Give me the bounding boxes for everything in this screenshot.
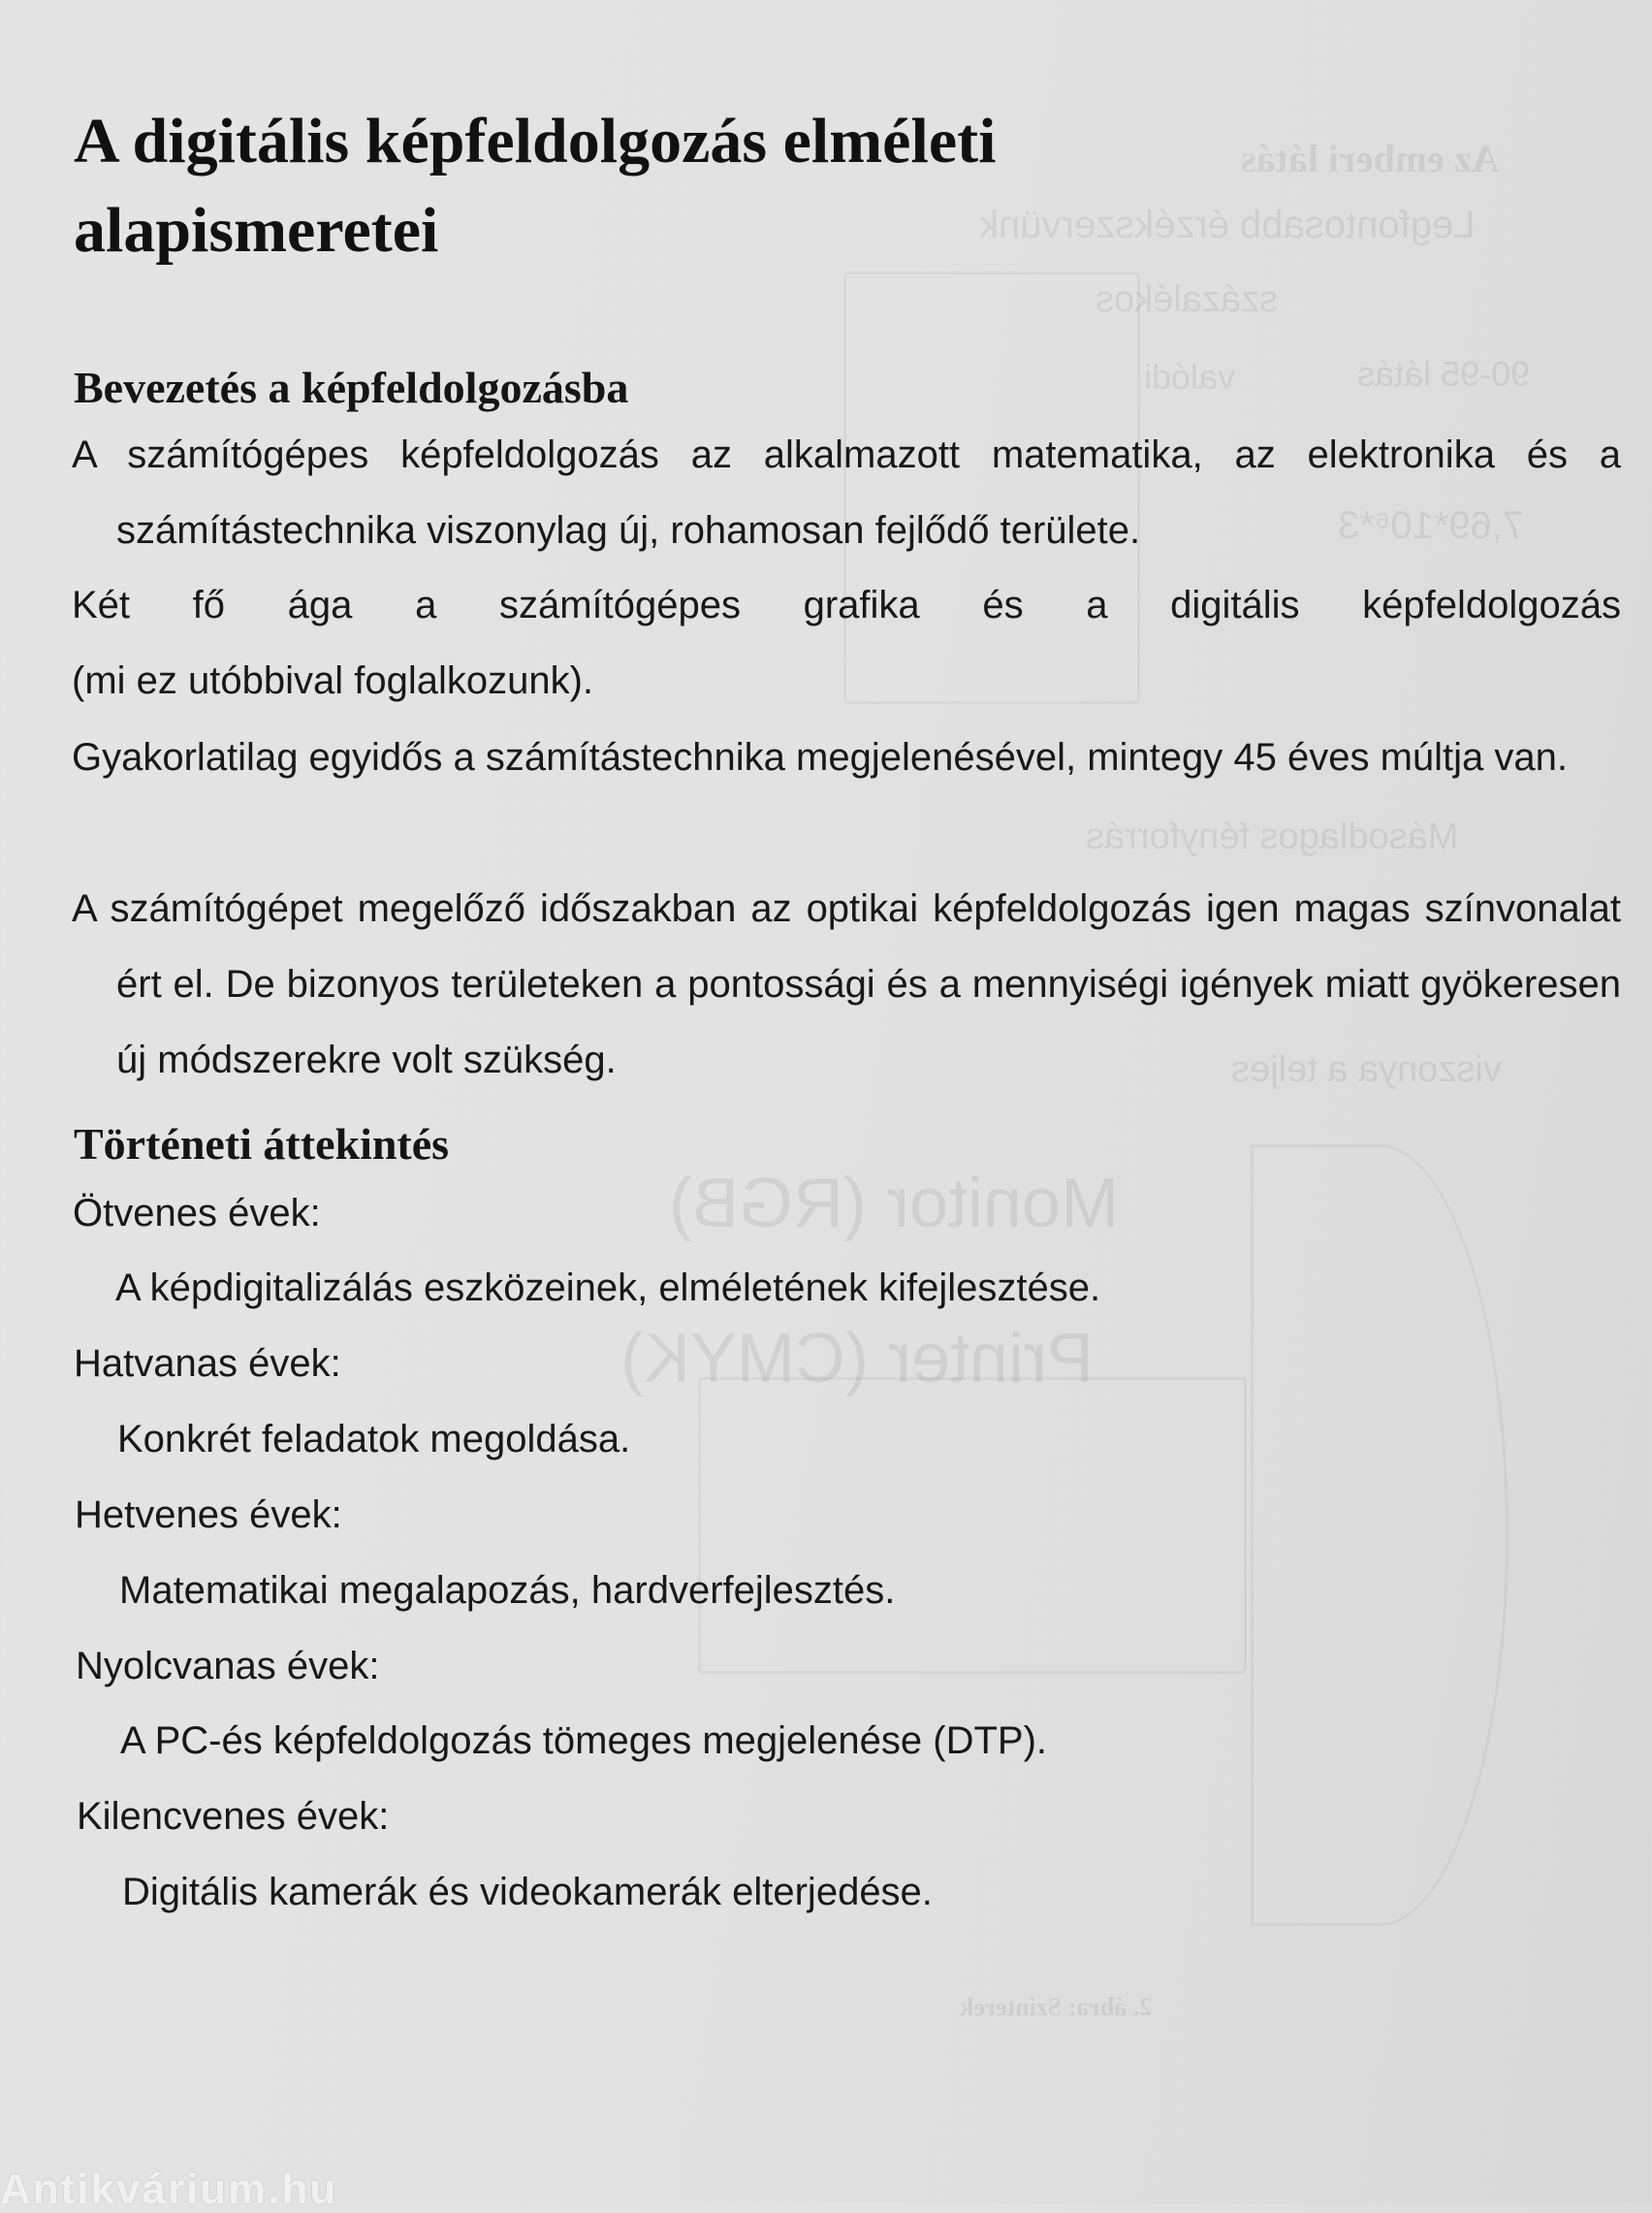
era-description: A PC-és képfeldolgozás tömeges megjelenése (DTP). [120,1719,1048,1762]
intro-paragraph-2-continuation: (mi ez utóbbival foglalkozunk). [72,659,594,702]
show-through-diagram-curve [1251,1144,1509,1926]
era-label: Nyolcvanas évek: [76,1645,380,1687]
intro-paragraph-4: A számítógépet megelőző időszakban az optikai képfeldolgozás igen magas színvonalat ért el. De bizonyos területeken a pontossági és a mennyiségi igények miatt gyökeresen új módszerekre volt szükség. [72,887,1621,1081]
show-through-heading: Az emberi látás [1241,137,1500,180]
intro-paragraph-3: Gyakorlatilag egyidős a számítástechnika megjelenésével, mintegy 45 éves múltja van. [72,736,1569,779]
intro-paragraph-2-main: Két fő ága a számítógépes grafika és a digitális képfeldolgozás [72,584,1621,626]
era-label: Kilencvenes évek: [77,1795,390,1838]
show-through-line: valódi [1144,357,1236,397]
era-label: Hatvanas évek: [74,1342,341,1385]
era-description: A képdigitalizálás eszközeinek, elméletének kifejlesztése. [115,1267,1101,1309]
show-through-diagram-box [698,1377,1247,1674]
show-through-line: százalékos [1096,279,1278,320]
watermark: Antikvárium.hu [0,2165,338,2213]
show-through-formula: 7,69*10⁶*3 [1338,504,1525,547]
show-through-line: Másodlagos fényforrás [1086,817,1459,857]
era-description: Digitális kamerák és videokamerák elterjedése. [122,1871,933,1913]
intro-paragraph-2 [72,567,1621,719]
show-through-printer-label: Printer (CMYK) [620,1320,1095,1397]
show-through-monitor-label: Monitor (RGB) [669,1165,1120,1242]
section-heading-history: Történeti áttekintés [74,1119,450,1169]
era-label: Ötvenes évek: [73,1192,321,1235]
show-through-caption: 2. ábra: Színterek [960,1993,1153,2021]
section-heading-intro: Bevezetés a képfeldolgozásba [74,363,629,412]
page-title: A digitális képfeldolgozás elméleti alapismeretei [74,106,997,266]
era-label: Hetvenes évek: [75,1493,342,1536]
show-through-line: Legfontosabb érzékszervünk [979,204,1476,246]
era-description: Konkrét feladatok megoldása. [117,1418,631,1460]
show-through-line: 90-95 látás [1357,354,1531,394]
intro-paragraph-1: A számítógépes képfeldolgozás az alkalmazott matematika, az elektronika és a számítástechnika viszonylag új, rohamosan fejlődő területe. [72,433,1621,552]
show-through-line: viszonya a teljes [1231,1049,1502,1090]
era-description: Matematikai megalapozás, hardverfejlesztés. [119,1569,896,1612]
